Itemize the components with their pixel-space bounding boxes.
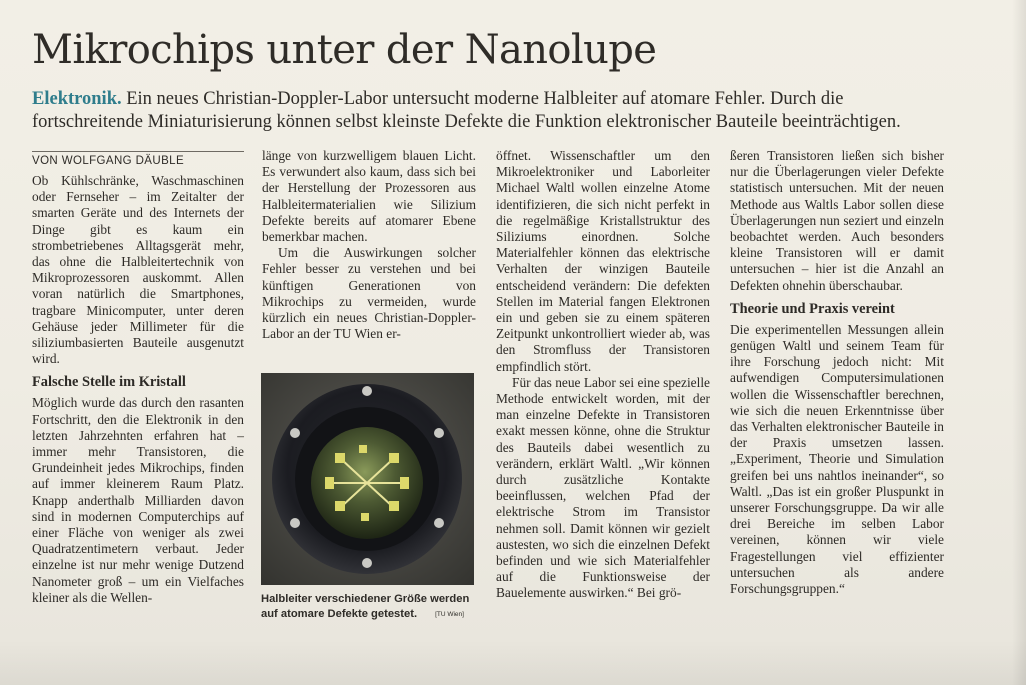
photo-credit: [TU Wien]: [435, 611, 464, 618]
subheading: Falsche Stelle im Kristall: [32, 374, 186, 391]
paragraph: länge von kurzwelligem blauen Licht. Es verwundert also kaum, dass sich bei der Herstellung der Prozessoren aus Halbleitermaterialien wie Silizium Defekte bereits auf atomarer Ebene bemerkbar machen.: [262, 148, 476, 245]
paragraph: Ob Kühlschränke, Waschmaschinen oder Fernseher – im Zeitalter der smarten Geräte und des Internets der Dinge gibt es kaum ein strombetriebenes Alltagsgerät mehr, das ohne die Halbleitertechnik von Mikroprozessoren auskommt. Allen voran natürlich die Smartphones, tragbare Minicomputer, unter deren Gehäuse jeder Millimeter für die siliziumbasierten Bauteile ausgenutzt wird.: [32, 173, 244, 367]
lead-text: Ein neues Christian-Doppler-Labor untersucht moderne Halbleiter auf atomare Fehler. Durch die fortschreitende Miniaturisierung können selbst kleinste Defekte die Funktion elektronischer Bauteile beeinträchtigen.: [32, 89, 901, 132]
kicker: Elektronik.: [32, 89, 122, 109]
column-4: [730, 148, 944, 597]
semiconductor-probe-photo: [261, 373, 474, 585]
photo-caption: [261, 592, 477, 622]
paragraph: Für das neue Labor sei eine spezielle Methode entwickelt worden, mit der man einzelne Defekte in Transistoren exakt messen könne, ohne die Struktur des Bauteils dabei wesentlich zu verändern, erklärt Waltl. „Wir können durch zusätzliche Kontakte beeinflussen, welchen Pfad der elektrische Strom im Transistor nehmen soll. Damit können wir gezielt austesten, wo sich die einzelnen Defekt befinden und wie sich Materialfehler auf die Funktionsweise der Bauelemente auswirken.“ Bei grö-: [496, 374, 710, 601]
subheading: Theorie und Praxis vereint: [730, 300, 895, 317]
page-fold-shadow: [0, 640, 1026, 685]
paragraph: öffnet. Wissenschaftler um den Mikroelektroniker und Laborleiter Michael Waltl wollen einzelne Atome identifizieren, die sich nicht perfekt in die regelmäßige Kristallstruktur des Siliziums einordnen. Solche Materialfehler können das elektrische Verhalten der winzigen Bauteile entscheidend verändern: Die defekten Stellen im Material fangen Elektronen ein und geben sie zu einem späteren Zeitpunkt unkontrolliert wieder ab, was den Stromfluss der Transistoren empfindlich stört.: [496, 148, 710, 374]
paragraph: Möglich wurde das durch den rasanten Fortschritt, den die Elektronik in den letzten Jahrzehnten erfahren hat – immer mehr Transistoren, die Grundeinheit jedes Mikrochips, finden auf immer kleinerem Raum Platz. Knapp anderthalb Milliarden davon sind in modernen Computerchips auf einer Fläche von weniger als zwei Quadratzentimetern verbaut. Jeder einzelne ist nur mehr wenige Dutzend Nanometer groß – um ein Vielfaches kleiner als die Wellen-: [32, 395, 244, 605]
article-photo: [261, 373, 474, 585]
paragraph: Die experimentellen Messungen allein genügen Waltl und seinem Team für ihre Forschung jedoch nicht: Mit aufwendigen Computersimulationen wollen die Wissenschaftler berechnen, wie sich die neuen Erkenntnisse über das Verhalten elektronischer Bauteile in der Praxis umsetzen lassen. „Experiment, Theorie und Simulation greifen bei uns nahtlos ineinander“, so Waltl. „Das ist ein großer Pluspunkt in unserer Forschungsgruppe. Da wir alle drei Bereiche im selben Labor vereinen, können wir viele Fragestellungen viel effizienter untersuchen als andere Forschungsgruppen.“: [730, 321, 944, 597]
column-3: [496, 148, 710, 602]
paragraph: ßeren Transistoren ließen sich bisher nur die Überlagerungen vieler Defekte statistisch untersuchen. Mit der neuen Methode aus Waltls Labor sollen diese Überlagerungen nun seziert und einzeln beobachtet werden. Auch besonders kleine Transistoren will er damit untersuchen – hier ist die Anzahl an Defekten ohnehin überschaubar.: [730, 148, 944, 293]
lead-paragraph: [32, 88, 922, 134]
column-2: [262, 148, 476, 342]
column-1: [32, 173, 244, 606]
paragraph: Um die Auswirkungen solcher Fehler besser zu verstehen und bei künftigen Generationen von Mikrochips zu vermeiden, wurde kürzlich ein neues Christian-Doppler-Labor an der TU Wien er-: [262, 245, 476, 342]
headline: Mikrochips unter der Nanolupe: [32, 27, 657, 73]
page-edge-shadow: [1012, 0, 1026, 685]
byline: VON WOLFGANG DÄUBLE: [32, 151, 244, 168]
caption-text: Halbleiter verschiedener Größe werden auf atomare Defekte getestet.: [261, 593, 470, 620]
